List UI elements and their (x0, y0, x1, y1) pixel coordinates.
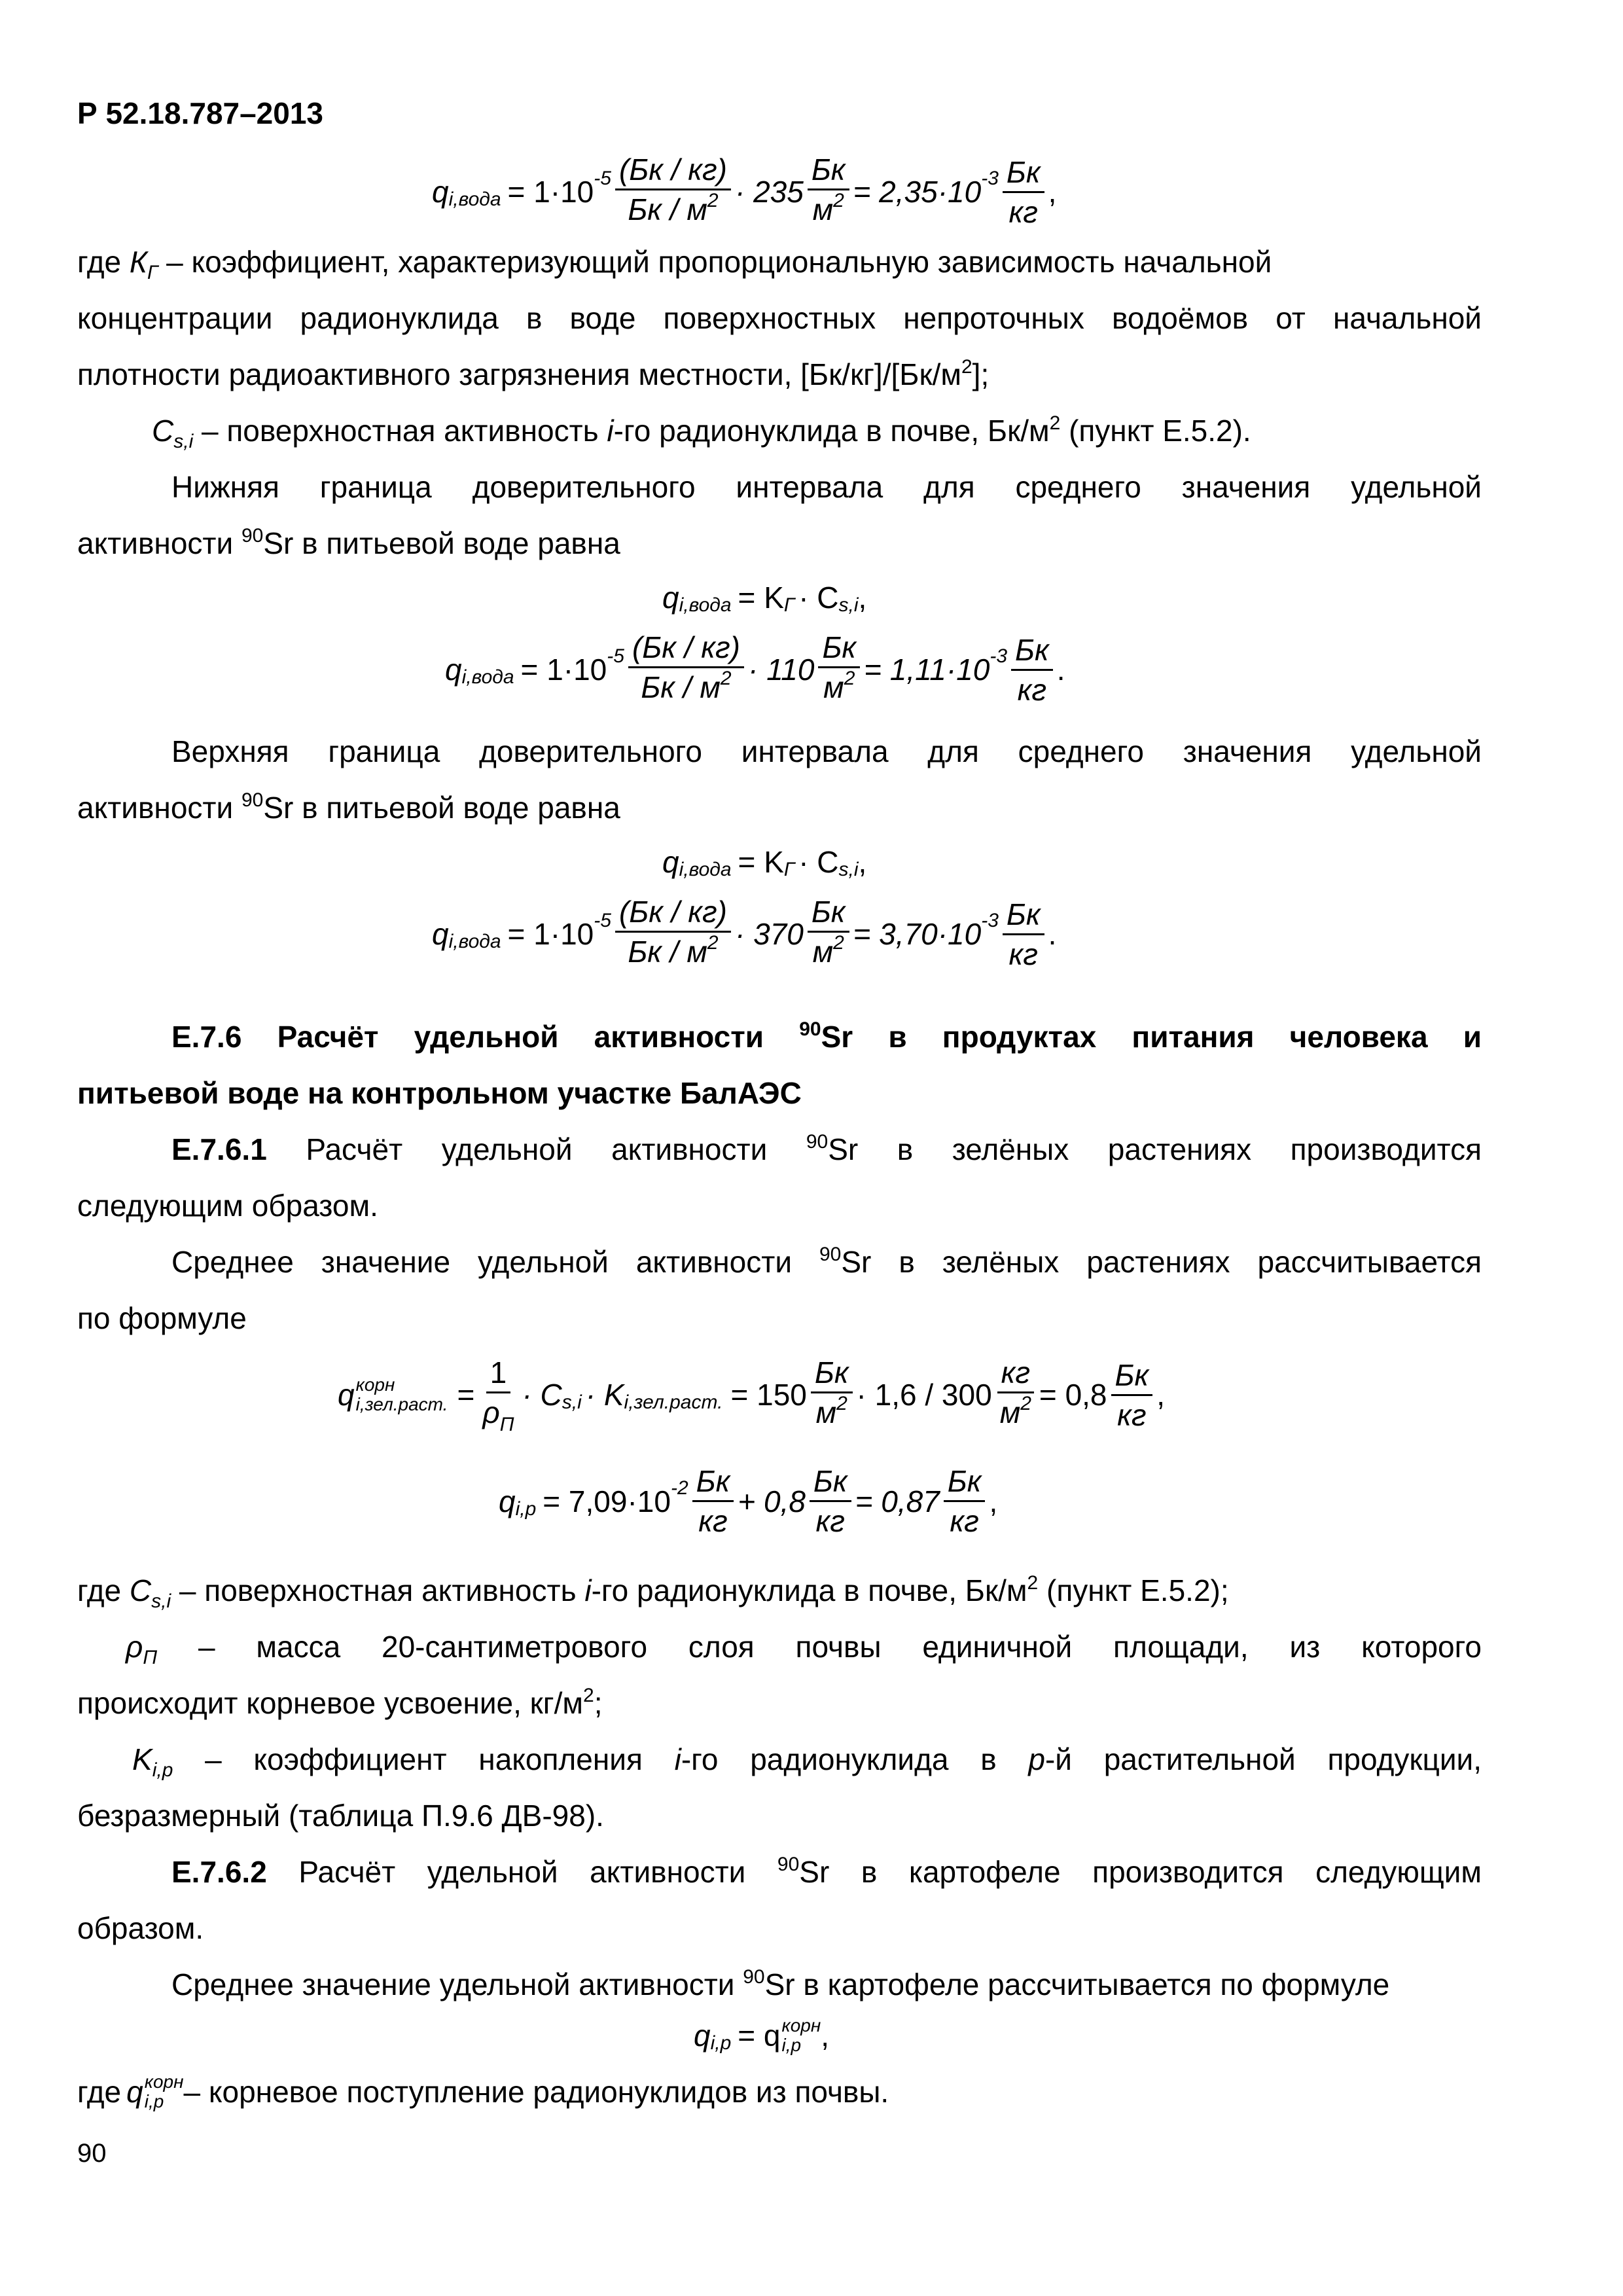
formula-4: q корн i,зел.раст. = $\frac{1}{\rho_П}$ · C s,i · K i,зел.раст. = 150 $\frac{Бк}{м^2}$ · 1,6 / 300 $\frac{кг}{м^2}$ = 0,8 $\frac{Бк}{кг}$ , (338, 1355, 1165, 1435)
section-e776-title-line2: питьевой воде на контрольном участке БалАЭС (77, 1076, 802, 1110)
para-upper-line1: Верхняя граница доверительного интервала для среднего значения удельной (171, 734, 1482, 768)
para-mean-green-line2: по формуле (77, 1301, 247, 1335)
formula-kg-1: q i,вода = K Г · C s,i , (662, 581, 867, 616)
para-lower-line2: активности $^{90}$Sr в питьевой воде равна (77, 525, 620, 560)
formula-5: q i,p = 7,09·10 -2 $\frac{Бк}{кг}$ + 0,8 $\frac{Бк}{кг}$ = 0,87 $\frac{Бк}{кг}$ , (499, 1464, 998, 1538)
formula-6: q i,p = q корн i,p , (694, 2015, 830, 2055)
para-where-kg-line3: плотности радиоактивного загрязнения местности, $[Бк/кг]/[Бк/м^2]$; (77, 356, 990, 391)
formula-3: q i,вода = 1·10 -5 $\frac{(Бк / кг)}{Бк / м^2}$ · 370 $\frac{Бк}{м^2}$ = 3,70·10 -3 $\frac{Бк}{кг}$ . (432, 895, 1057, 971)
para-where-kg-line1: где $К_Г$ – коэффициент, характеризующий пропорциональную зависимость начальной (77, 245, 1272, 283)
formula-1: q i,вода = 1·10 -5 $\frac{(Бк / кг)}{Бк / м^2}$ · 235 $\frac{Бк}{м^2}$ = 2,35·10 -3 $\frac{Бк}{кг}$ , (432, 152, 1057, 229)
para-where-kg-line2: концентрации радионуклида в воде поверхностных непроточных водоёмов от начальной (77, 301, 1482, 335)
section-e7761-line1: Е.7.6.1 Расчёт удельной активности $^{90}$Sr в зелёных растениях производится (171, 1131, 1482, 1166)
para-kip-line2: безразмерный (таблица П.9.6 ДВ-98). (77, 1799, 604, 1833)
para-cs-definition: $C_{s,i}$ – поверхностная активность i-го радионуклида в почве, $Бк/м^2$ (пункт Е.5.2). (152, 412, 1251, 452)
formula-2: q i,вода = 1·10 -5 $\frac{(Бк / кг)}{Бк / м^2}$ · 110 $\frac{Бк}{м^2}$ = 1,11·10 -3 $\frac{Бк}{кг}$ . (445, 630, 1065, 707)
document-header: Р 52.18.787–2013 (77, 96, 324, 130)
para-upper-line2: активности $^{90}$Sr в питьевой воде равна (77, 789, 620, 825)
section-e7762-line1: Е.7.6.2 Расчёт удельной активности $^{90}$Sr в картофеле производится следующим (171, 1854, 1482, 1889)
para-rho-line2: происходит корневое усвоение, $кг/м^2$; (77, 1685, 603, 1720)
para-where-q: где q корн i,p – корневое поступление радионуклидов из почвы. (77, 2072, 889, 2111)
para-kip-line1: $K_{i,p}$ – коэффициент накопления i-го радионуклида в p-й растительной продукции, (132, 1742, 1482, 1781)
para-rho-line1: $\rho_П$ – масса 20-сантиметрового слоя почвы единичной площади, из которого (126, 1630, 1482, 1668)
formula-kg-2: q i,вода = K Г · C s,i , (662, 845, 867, 880)
para-where-cs: где $C_{s,i}$ – поверхностная активность i-го радионуклида в почве, $Бк/м^2$ (пункт Е.5.2); (77, 1572, 1229, 1612)
section-e7761-line2: следующим образом. (77, 1189, 378, 1223)
para-mean-potato: Среднее значение удельной активности $^{90}$Sr в картофеле рассчитывается по формуле (171, 1966, 1390, 2001)
section-e7762-line2: образом. (77, 1911, 204, 1945)
para-mean-green-line1: Среднее значение удельной активности $^{90}$Sr в зелёных растениях рассчитывается (171, 1244, 1482, 1279)
page-number: 90 (77, 2139, 107, 2168)
para-lower-line1: Нижняя граница доверительного интервала для среднего значения удельной (171, 470, 1482, 504)
section-e776-title-line1: Е.7.6 Расчёт удельной активности $^{90}$Sr в продуктах питания человека и (171, 1018, 1482, 1054)
